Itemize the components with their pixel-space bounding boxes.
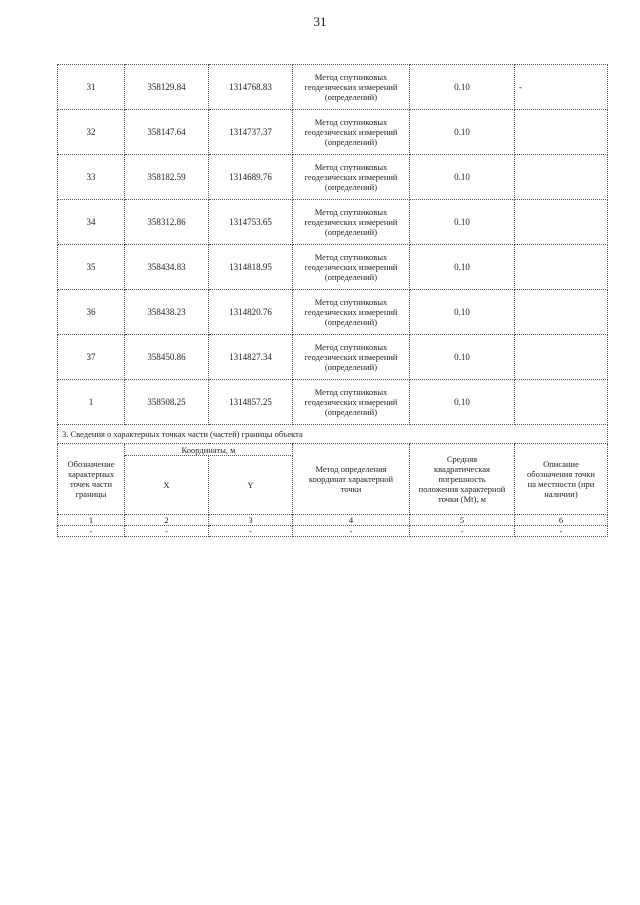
table-row xyxy=(58,290,608,335)
method-cell: Метод спутниковых геодезических измерений (определений) xyxy=(293,290,410,335)
note-cell xyxy=(515,110,608,155)
header-coords: Координаты, м xyxy=(125,444,293,456)
note-cell xyxy=(515,155,608,200)
note-cell xyxy=(515,335,608,380)
x-cell: 358450.86 xyxy=(125,335,209,380)
note-cell xyxy=(515,245,608,290)
header-method: Метод определения координат характерной точки xyxy=(293,444,410,515)
header-x: X xyxy=(125,456,209,515)
note-cell xyxy=(515,290,608,335)
x-cell: 358312.86 xyxy=(125,200,209,245)
section3 xyxy=(58,425,608,537)
table-row xyxy=(58,380,608,425)
y-cell: 1314818.95 xyxy=(209,245,293,290)
accuracy-cell: 0.10 xyxy=(410,200,515,245)
method-cell: Метод спутниковых геодезических измерений (определений) xyxy=(293,155,410,200)
x-cell: 358147.64 xyxy=(125,110,209,155)
point-cell: 36 xyxy=(58,290,125,335)
x-cell: 358438.23 xyxy=(125,290,209,335)
table-row xyxy=(58,245,608,290)
x-cell: 358434.83 xyxy=(125,245,209,290)
empty-cell: - xyxy=(58,526,125,537)
y-cell: 1314857.25 xyxy=(209,380,293,425)
point-cell: 34 xyxy=(58,200,125,245)
point-cell: 32 xyxy=(58,110,125,155)
coordinates-table xyxy=(57,64,608,537)
accuracy-cell: 0.10 xyxy=(410,110,515,155)
table-row xyxy=(58,200,608,245)
note-cell xyxy=(515,200,608,245)
column-number: 3 xyxy=(209,515,293,526)
column-number: 6 xyxy=(515,515,608,526)
point-cell: 1 xyxy=(58,380,125,425)
note-cell xyxy=(515,380,608,425)
accuracy-cell: 0.10 xyxy=(410,155,515,200)
accuracy-cell: 0.10 xyxy=(410,290,515,335)
column-number: 4 xyxy=(293,515,410,526)
y-cell: 1314768.83 xyxy=(209,65,293,110)
empty-cell: - xyxy=(410,526,515,537)
table-row xyxy=(58,65,608,110)
point-cell: 35 xyxy=(58,245,125,290)
header-accuracy: Средняя квадратическая погрешность положения характерной точки (Mt), м xyxy=(410,444,515,515)
section3-title: 3. Сведения о характерных точках части (частей) границы объекта xyxy=(58,425,608,444)
column-number: 1 xyxy=(58,515,125,526)
method-cell: Метод спутниковых геодезических измерений (определений) xyxy=(293,200,410,245)
header-description: Описание обозначения точки на местности (при наличии) xyxy=(515,444,608,515)
y-cell: 1314689.76 xyxy=(209,155,293,200)
empty-cell: - xyxy=(293,526,410,537)
y-cell: 1314737.37 xyxy=(209,110,293,155)
empty-cell: - xyxy=(515,526,608,537)
header-point-label: Обозначение характерных точек части границы xyxy=(58,444,125,515)
empty-cell: - xyxy=(209,526,293,537)
accuracy-cell: 0.10 xyxy=(410,380,515,425)
x-cell: 358508.25 xyxy=(125,380,209,425)
accuracy-cell: 0.10 xyxy=(410,65,515,110)
method-cell: Метод спутниковых геодезических измерений (определений) xyxy=(293,380,410,425)
accuracy-cell: 0.10 xyxy=(410,245,515,290)
table-row xyxy=(58,335,608,380)
method-cell: Метод спутниковых геодезических измерений (определений) xyxy=(293,335,410,380)
point-cell: 31 xyxy=(58,65,125,110)
data-rows xyxy=(58,65,608,425)
x-cell: 358129.84 xyxy=(125,65,209,110)
point-cell: 33 xyxy=(58,155,125,200)
method-cell: Метод спутниковых геодезических измерений (определений) xyxy=(293,65,410,110)
y-cell: 1314753.65 xyxy=(209,200,293,245)
header-y: Y xyxy=(209,456,293,515)
accuracy-cell: 0.10 xyxy=(410,335,515,380)
page-number: 31 xyxy=(313,14,327,29)
y-cell: 1314827.34 xyxy=(209,335,293,380)
table-row xyxy=(58,155,608,200)
column-number: 2 xyxy=(125,515,209,526)
point-cell: 37 xyxy=(58,335,125,380)
column-number: 5 xyxy=(410,515,515,526)
method-cell: Метод спутниковых геодезических измерений (определений) xyxy=(293,110,410,155)
note-cell: - xyxy=(515,65,608,110)
table-row xyxy=(58,110,608,155)
x-cell: 358182.59 xyxy=(125,155,209,200)
y-cell: 1314820.76 xyxy=(209,290,293,335)
empty-cell: - xyxy=(125,526,209,537)
method-cell: Метод спутниковых геодезических измерений (определений) xyxy=(293,245,410,290)
